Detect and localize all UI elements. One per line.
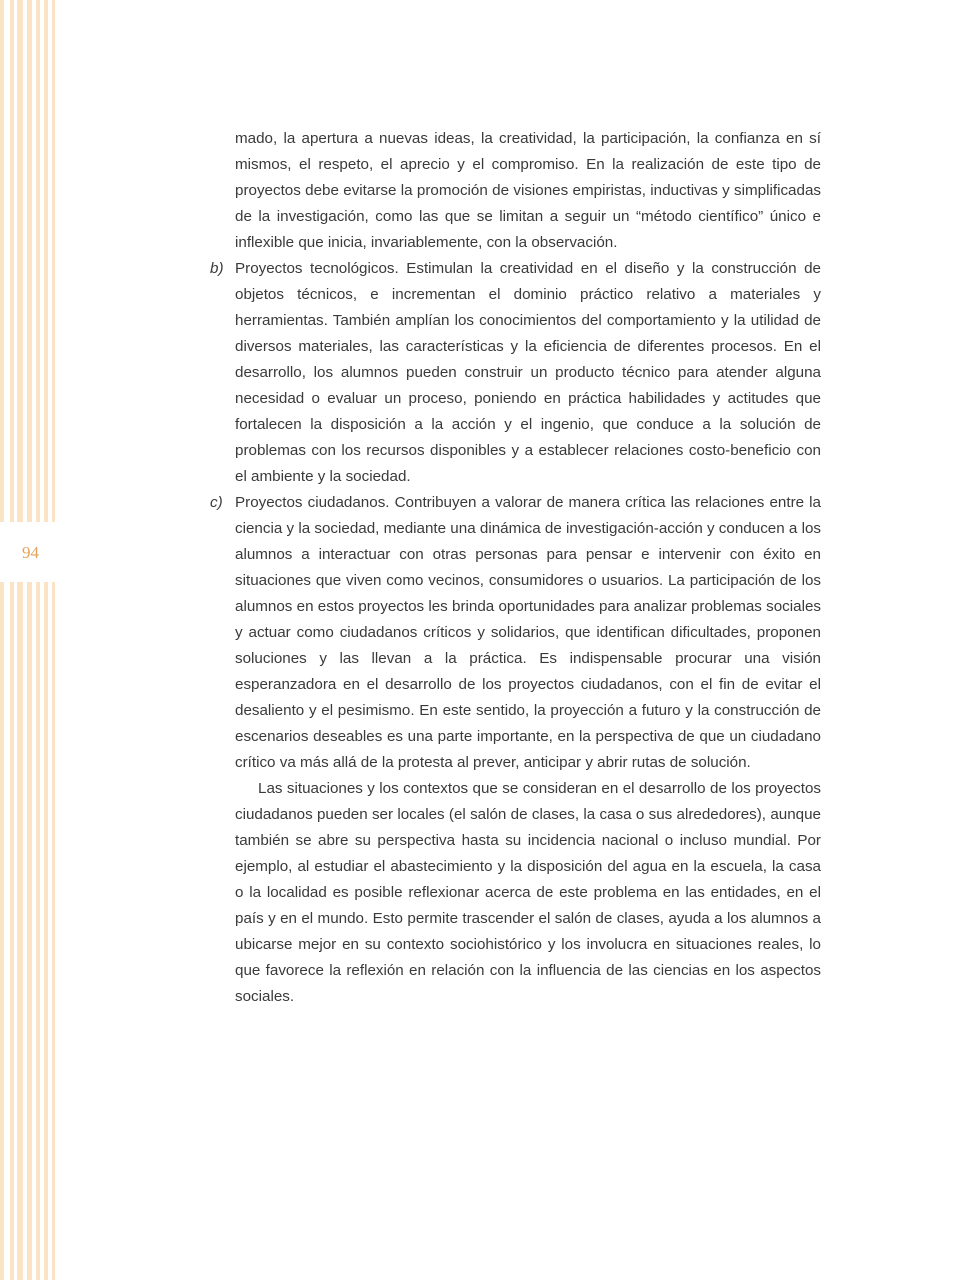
page-number: 94 [22,543,39,562]
list-marker: c) [210,494,223,511]
margin-stripe [52,0,55,1280]
list-item-text: Proyectos ciudadanos. Contribuyen a valorar de manera crítica las relaciones entre la ciencia y la sociedad, mediante una dinámica de investigación-acción y conducen a los alumnos a interactuar con otras personas para pensar e intervenir con éxito en situaciones que viven como vecinos, consumidores o usuarios. La participación de los alumnos en estos proyectos les brinda oportunidades para analizar problemas sociales y actuar como ciudadanos críticos y solidarios, que identifican dificultades, proponen soluciones y las llevan a la práctica. Es indispensable procurar una visión esperanzadora en el desarrollo de los proyectos ciudadanos, con el fin de evitar el desaliento y el pesimismo. En este sentido, la proyección a futuro y la construcción de escenarios deseables es una parte importante, en la perspectiva de que un ciudadano crítico va más allá de la protesta al prever, anticipar y abrir rutas de solución. [235,494,821,771]
closing-paragraph: Las situaciones y los contextos que se consideran en el desarrollo de los proyectos ciudadanos pueden ser locales (el salón de clases, la casa o sus alrededores), aunque también se abre su perspectiva hasta su incidencia nacional o incluso mundial. Por ejemplo, al estudiar el abastecimiento y la disposición del agua en la escuela, la casa o la localidad es posible reflexionar acerca de este problema en las entidades, en el país y en el mundo. Esto permite trascender el salón de clases, ayuda a los alumnos a ubicarse mejor en su contexto sociohistórico y los involucra en situaciones reales, lo que favorece la reflexión en relación con la influencia de las ciencias en los aspectos sociales. [235,780,821,1005]
body-text [210,126,821,1010]
margin-stripe [17,0,23,1280]
margin-stripe [0,0,4,1280]
list-marker: b) [210,260,224,277]
margin-stripe [36,0,40,1280]
margin-stripe [27,0,32,1280]
margin-stripes [0,0,58,1280]
margin-stripe [10,0,14,1280]
list-item-c [210,490,821,776]
list-item-b [210,256,821,490]
margin-stripe [44,0,48,1280]
intro-paragraph: mado, la apertura a nuevas ideas, la creatividad, la participación, la confianza en sí mismos, el respeto, el aprecio y el compromiso. En la realización de este tipo de proyectos debe evitarse la promoción de visiones empiristas, inductivas y simplificadas de la investigación, como las que se limitan a seguir un “método científico” único e inflexible que inicia, invariablemente, con la observación. [235,130,821,251]
list-item-text: Proyectos tecnológicos. Estimulan la creatividad en el diseño y la construcción de objetos técnicos, e incrementan el dominio práctico relativo a materiales y herramientas. También amplían los conocimientos del comportamiento y la utilidad de diversos materiales, las características y la eficiencia de diferentes procesos. En el desarrollo, los alumnos pueden construir un producto técnico para atender alguna necesidad o evaluar un proceso, poniendo en práctica habilidades y actitudes que fortalecen la disposición a la acción y el ingenio, que conduce a la solución de problemas con los recursos disponibles y a establecer relaciones costo-beneficio con el ambiente y la sociedad. [235,260,821,485]
